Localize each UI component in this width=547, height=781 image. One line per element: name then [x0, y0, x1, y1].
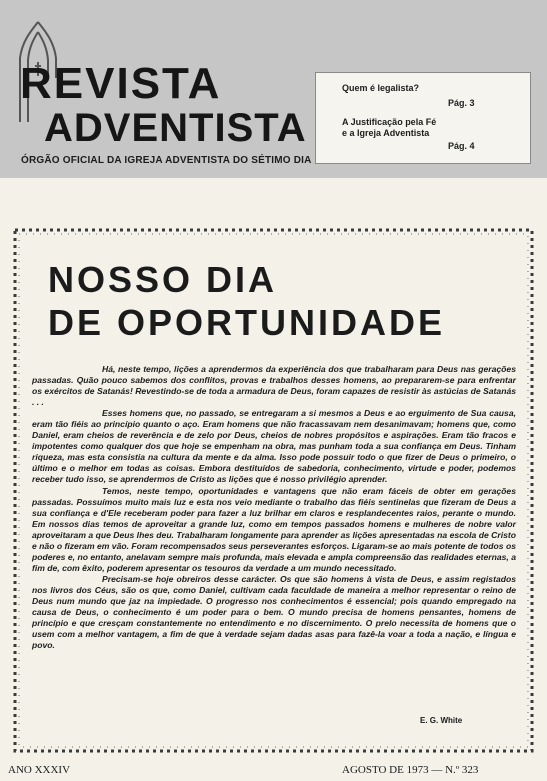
article-body — [32, 364, 516, 651]
contents-item1-title: Quem é legalista? — [342, 83, 420, 93]
paragraph: Esses homens que, no passado, se entregaram a si mesmos a Deus e ao erguimento de Sua causa, eram tão fiéis ao princípio quanto o aço. Eram homens que não fracassavam nem desanimavam; homens que, como Daniel, eram cheios de reverência e de zelo por Deus, cheios de nobres propósitos e aspirações. Eram tão fracos e impotentes como qualquer dos que hoje se empenham na obra, mas punham toda a sua confiança em Deus. Tinham riqueza, mas esta consistia na cultura da mente e da alma. Isso pode possuir todo o que fizer de Deus o primeiro, o último e o melhor em todas as coisas. Embora destituídos de sabedoria, conhecimento, virtude e poder, podemos receber tudo isso, se aprendermos de Cristo as lições que é nosso privilégio aprender. — [32, 408, 516, 485]
article-author: E. G. White — [420, 716, 463, 725]
volume-label: ANO XXXIV — [8, 764, 71, 776]
contents-item2-title-line2: e a Igreja Adventista — [342, 128, 430, 138]
contents-item2-page: Pág. 4 — [448, 141, 475, 151]
article-headline — [48, 258, 445, 344]
paragraph: Precisam-se hoje obreiros desse carácter. Os que são homens à vista de Deus, e assim registados nos livros dos Céus, são os que, como Daniel, cultivam cada faculdade de maneira a melhor representar o reino de Deus num mundo que jaz na impiedade. O progresso nos conhecimentos é essencial; pois quando empregado na causa de Deus, o conhecimento é um poder para o bem. O mundo precisa de homens pensantes, homens de princípio e que cresçam constantemente no entendimento e no discernimento. O prelo necessita de homens que o usem com a melhor vantagem, a fim de que à verdade sejam dadas asas para fazê-la voar a toda a nação, e língua e povo. — [32, 573, 516, 651]
headline-line2: DE OPORTUNIDADE — [48, 302, 446, 343]
masthead-title-line1: REVISTA — [20, 59, 222, 108]
issue-label: AGOSTO DE 1973 — N.º 323 — [342, 764, 479, 776]
paragraph: Temos, neste tempo, oportunidades e vantagens que não eram fáceis de obter em gerações passadas. Possuímos muito mais luz e esta nos veio mediante o trabalho das fiéis sentinelas que fizeram de Deus a sua confiança e d'Ele receberam poder para fazer a luz brilhar em claros e resplandecentes raios, perante o mundo. Em nossos dias temos de aproveitar a grande luz, como em tempos passados homens e mulheres de nobre valor aproveitaram a que Deus lhes deu. Trabalharam longamente para aprender as lições apresentadas na escola de Cristo e não o fizeram em vão. Foram recompensados seus perseverantes esforços. Ligaram-se ao mais potente de todos os poderes e, no entanto, anelavam sempre mais profunda, mais elevada e ampla compreensão das realidades eternas, a fim de, com êxito, poderem apresentar os tesouros da verdade a um mundo necessitado. — [32, 485, 516, 573]
masthead-subtitle: ÓRGÃO OFICIAL DA IGREJA ADVENTISTA DO SÉTIMO DIA — [21, 155, 312, 166]
masthead-title-line2: ADVENTISTA — [44, 106, 307, 150]
contents-item2-title-line1: A Justificação pela Fé — [342, 117, 437, 127]
contents-item1-page: Pág. 3 — [448, 98, 475, 108]
headline-line1: NOSSO DIA — [48, 259, 278, 300]
contents-box — [315, 72, 531, 164]
paragraph: Há, neste tempo, lições a aprendermos da experiência dos que trabalharam para Deus nas gerações passadas. Quão pouco sabemos dos conflitos, provas e trabalhos desses homens, ao prepararem-se para enfrentar os exércitos de Satanás! Revestindo-se de toda a armadura de Deus, foram capazes de resistir às astúcias de Satanás . . . — [32, 364, 516, 408]
